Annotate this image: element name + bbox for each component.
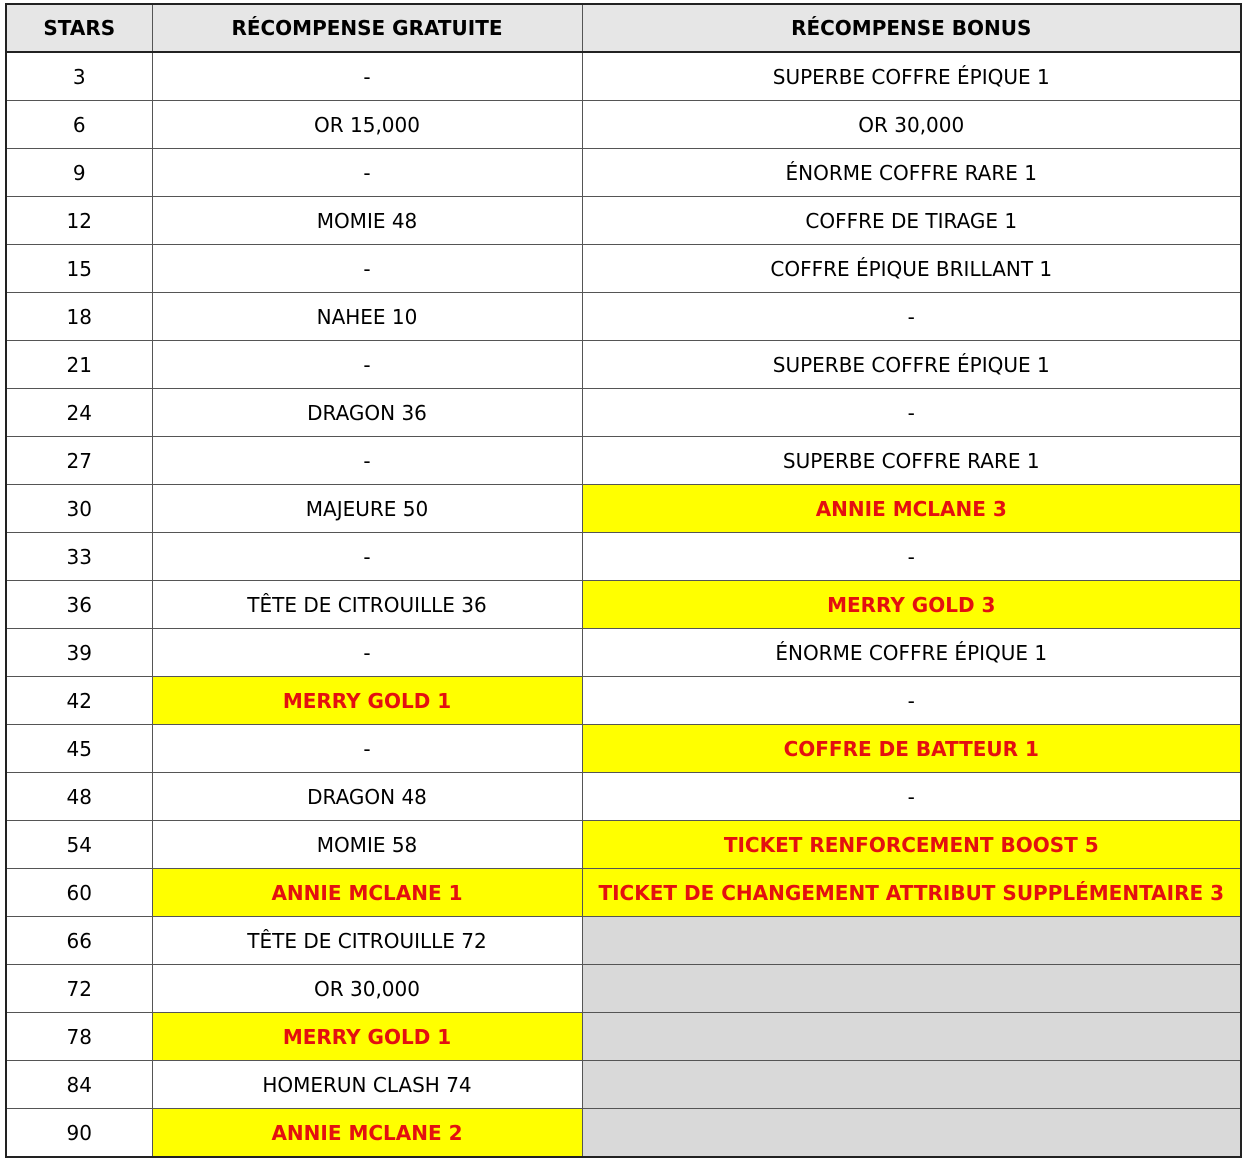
stars-cell: 12 [6,197,152,245]
bonus-reward-cell: - [582,773,1241,821]
stars-cell: 48 [6,773,152,821]
table-row [6,1109,1241,1158]
stars-cell: 72 [6,965,152,1013]
free-reward-cell: - [152,533,582,581]
bonus-reward-cell: TICKET DE CHANGEMENT ATTRIBUT SUPPLÉMENTAIRE 3 [582,869,1241,917]
bonus-reward-cell: - [582,533,1241,581]
free-reward-cell: DRAGON 36 [152,389,582,437]
bonus-reward-cell: SUPERBE COFFRE RARE 1 [582,437,1241,485]
free-reward-cell: - [152,341,582,389]
table-header [6,4,1241,52]
bonus-reward-cell: COFFRE DE TIRAGE 1 [582,197,1241,245]
table-row [6,52,1241,101]
free-reward-cell: NAHEE 10 [152,293,582,341]
stars-cell: 45 [6,725,152,773]
bonus-reward-cell [582,1013,1241,1061]
stars-cell: 24 [6,389,152,437]
free-reward-cell: - [152,149,582,197]
bonus-reward-cell [582,917,1241,965]
table-row [6,245,1241,293]
free-reward-cell: - [152,725,582,773]
table-row [6,389,1241,437]
stars-cell: 6 [6,101,152,149]
free-reward-cell: DRAGON 48 [152,773,582,821]
table-body [6,52,1241,1157]
free-reward-cell: - [152,52,582,101]
table-row [6,293,1241,341]
table-row [6,629,1241,677]
free-reward-cell: MERRY GOLD 1 [152,677,582,725]
table-row [6,869,1241,917]
table-row [6,485,1241,533]
free-reward-cell: TÊTE DE CITROUILLE 36 [152,581,582,629]
table-row [6,581,1241,629]
free-reward-cell: HOMERUN CLASH 74 [152,1061,582,1109]
stars-cell: 27 [6,437,152,485]
bonus-reward-cell: COFFRE ÉPIQUE BRILLANT 1 [582,245,1241,293]
bonus-reward-cell: ANNIE MCLANE 3 [582,485,1241,533]
free-reward-cell: ANNIE MCLANE 2 [152,1109,582,1158]
stars-cell: 60 [6,869,152,917]
table-row [6,533,1241,581]
stars-cell: 3 [6,52,152,101]
free-reward-cell: - [152,437,582,485]
table-row [6,965,1241,1013]
bonus-reward-cell: - [582,389,1241,437]
free-reward-cell: - [152,245,582,293]
stars-cell: 9 [6,149,152,197]
stars-cell: 21 [6,341,152,389]
bonus-reward-cell: ÉNORME COFFRE RARE 1 [582,149,1241,197]
stars-cell: 33 [6,533,152,581]
stars-cell: 36 [6,581,152,629]
table-row [6,1013,1241,1061]
stars-cell: 42 [6,677,152,725]
table-row [6,149,1241,197]
header-free-reward: RÉCOMPENSE GRATUITE [152,4,582,52]
header-stars: STARS [6,4,152,52]
free-reward-cell: - [152,629,582,677]
stars-cell: 90 [6,1109,152,1158]
table-row [6,677,1241,725]
header-row [6,4,1241,52]
bonus-reward-cell: TICKET RENFORCEMENT BOOST 5 [582,821,1241,869]
table-row [6,725,1241,773]
header-bonus-reward: RÉCOMPENSE BONUS [582,4,1241,52]
stars-cell: 18 [6,293,152,341]
stars-cell: 39 [6,629,152,677]
bonus-reward-cell: SUPERBE COFFRE ÉPIQUE 1 [582,341,1241,389]
stars-cell: 78 [6,1013,152,1061]
stars-cell: 15 [6,245,152,293]
free-reward-cell: MAJEURE 50 [152,485,582,533]
stars-cell: 54 [6,821,152,869]
free-reward-cell: TÊTE DE CITROUILLE 72 [152,917,582,965]
table-row [6,821,1241,869]
table-row [6,437,1241,485]
bonus-reward-cell: - [582,293,1241,341]
bonus-reward-cell: SUPERBE COFFRE ÉPIQUE 1 [582,52,1241,101]
bonus-reward-cell: - [582,677,1241,725]
table-row [6,341,1241,389]
stars-cell: 66 [6,917,152,965]
table-row [6,101,1241,149]
bonus-reward-cell [582,965,1241,1013]
free-reward-cell: OR 30,000 [152,965,582,1013]
free-reward-cell: MERRY GOLD 1 [152,1013,582,1061]
table-row [6,197,1241,245]
free-reward-cell: MOMIE 48 [152,197,582,245]
bonus-reward-cell: OR 30,000 [582,101,1241,149]
bonus-reward-cell [582,1109,1241,1158]
free-reward-cell: MOMIE 58 [152,821,582,869]
bonus-reward-cell [582,1061,1241,1109]
table-row [6,773,1241,821]
stars-cell: 84 [6,1061,152,1109]
bonus-reward-cell: MERRY GOLD 3 [582,581,1241,629]
table-row [6,1061,1241,1109]
table-row [6,917,1241,965]
stars-cell: 30 [6,485,152,533]
free-reward-cell: OR 15,000 [152,101,582,149]
bonus-reward-cell: ÉNORME COFFRE ÉPIQUE 1 [582,629,1241,677]
rewards-table [5,3,1242,1158]
bonus-reward-cell: COFFRE DE BATTEUR 1 [582,725,1241,773]
free-reward-cell: ANNIE MCLANE 1 [152,869,582,917]
